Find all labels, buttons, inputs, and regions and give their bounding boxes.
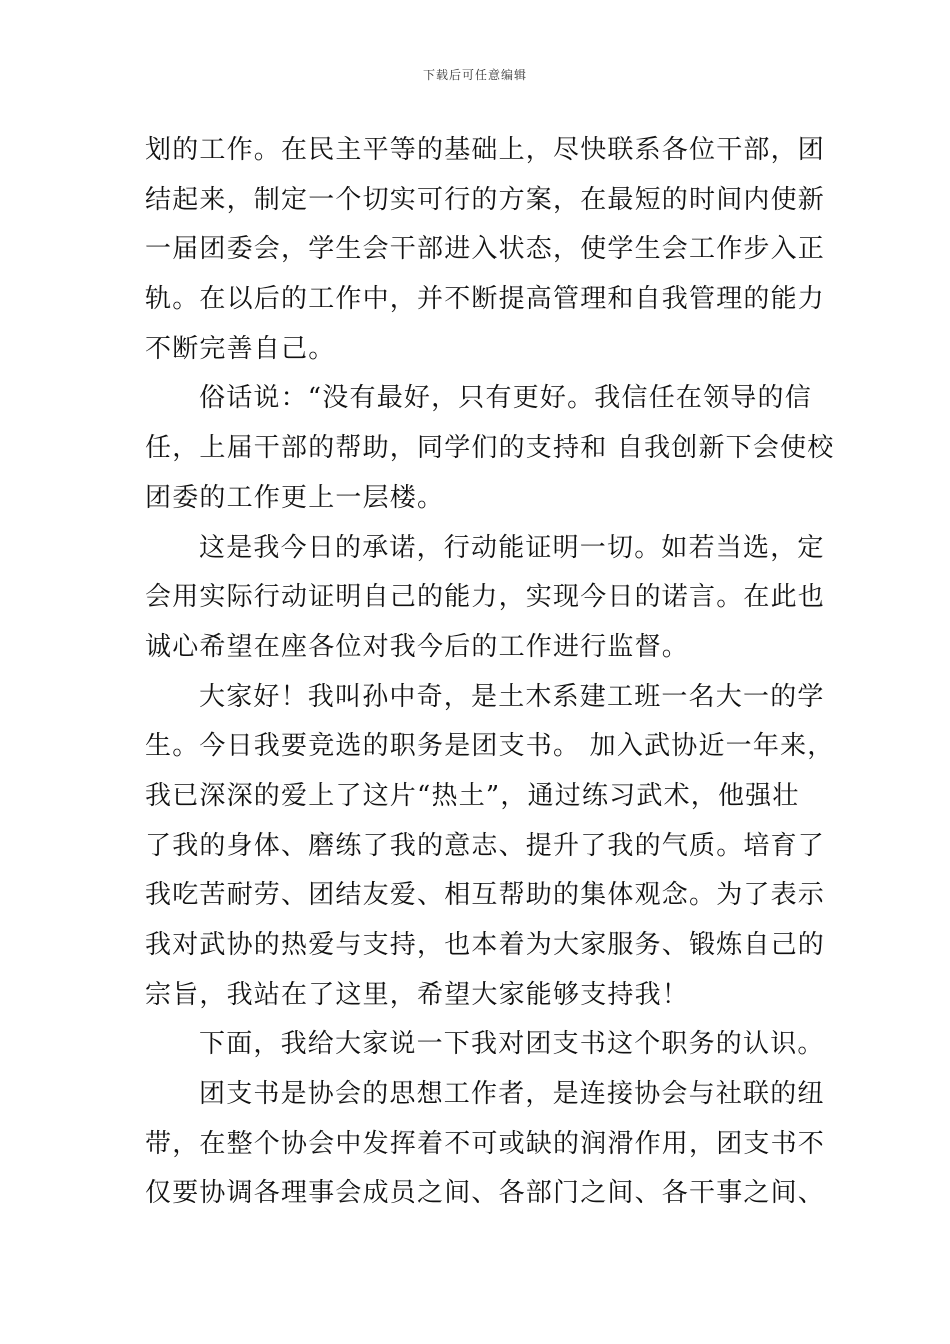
text-line: 宗旨，我站在了这里，希望大家能够支持我！ [145, 979, 690, 1010]
text-line: 任，上届干部的帮助，同学们的支持和 自我创新下会使校 [145, 433, 835, 464]
text-line: 诚心希望在座各位对我今后的工作进行监督。 [145, 631, 690, 662]
page-header: 下载后可任意编辑 [422, 68, 527, 82]
text-line: 结起来，制定一个切实可行的方案，在最短的时间内使新 [145, 184, 826, 215]
text-line: 会用实际行动证明自己的能力，实现今日的诺言。在此也 [145, 582, 826, 613]
text-line: 划的工作。在民主平等的基础上，尽快联系各位干部，团 [145, 135, 826, 165]
paragraph-first-line: 俗话说：“没有最好，只有更好。我信任在领导的信 [199, 383, 812, 414]
text-line: 轨。在以后的工作中，并不断提高管理和自我管理的能力 [145, 284, 826, 315]
text-line: 团委的工作更上一层楼。 [145, 482, 445, 513]
text-line: 我吃苦耐劳、团结友爱、相互帮助的集体观念。为了表示 [145, 880, 826, 911]
paragraph-first-line: 下面，我给大家说一下我对团支书这个职务的认识。 [199, 1029, 825, 1060]
paragraph-first-line: 大家好！我叫孙中奇，是土木系建工班一名大一的学 [199, 681, 825, 712]
text-line: 带，在整个协会中发挥着不可或缺的润滑作用，团支书不 [145, 1128, 826, 1159]
text-line: 了我的身体、磨练了我的意志、提升了我的气质。培育了 [145, 830, 826, 861]
text-line: 一届团委会，学生会干部进入状态，使学生会工作步入正 [145, 234, 826, 265]
text-line: 仅要协调各理事会成员之间、各部门之间、各干事之间、 [145, 1178, 826, 1209]
text-line: 我已深深的爱上了这片“热土”，通过练习武术，他强壮 [145, 780, 800, 811]
paragraph-first-line: 团支书是协会的思想工作者，是连接协会与社联的纽 [199, 1079, 825, 1110]
paragraph-first-line: 这是我今日的承诺，行动能证明一切。如若当选，定 [199, 532, 825, 563]
text-line: 不断完善自己。 [145, 333, 336, 364]
body-text [145, 126, 835, 1219]
text-line: 生。今日我要竞选的职务是团支书。 加入武协近一年来， [145, 731, 835, 762]
text-line: 我对武协的热爱与支持，也本着为大家服务、锻炼自己的 [145, 930, 826, 960]
